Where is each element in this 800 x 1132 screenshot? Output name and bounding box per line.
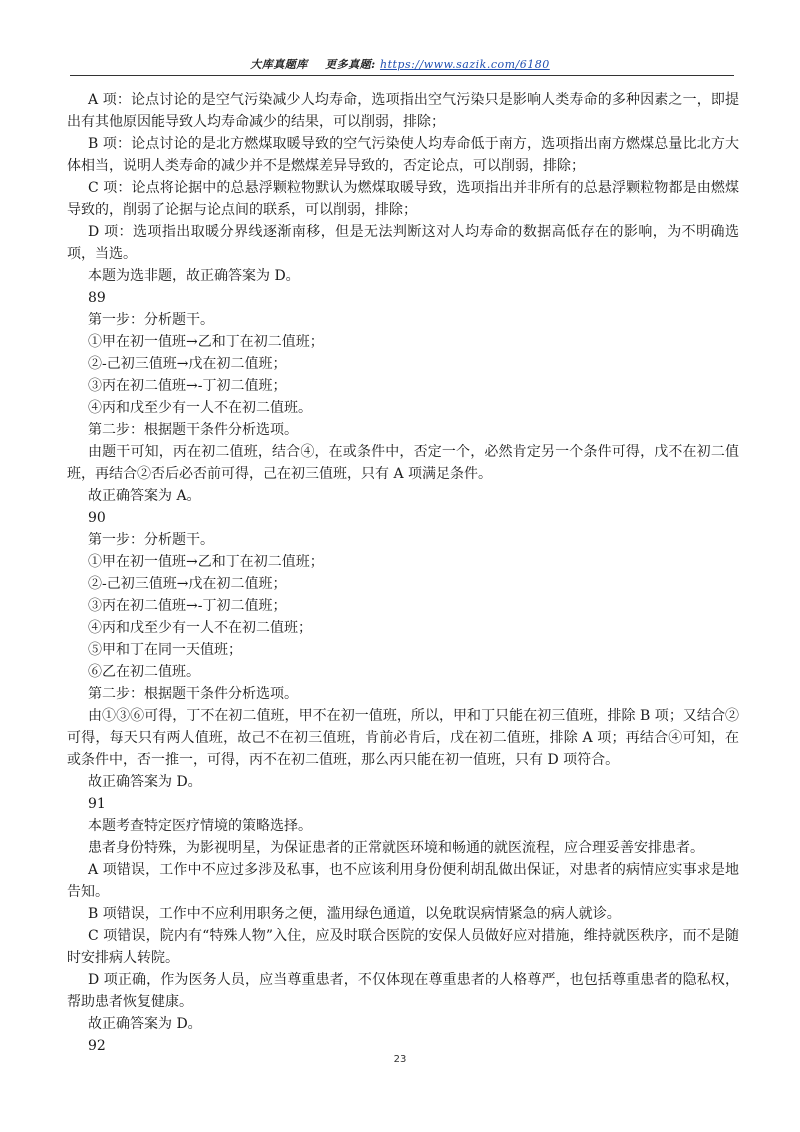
condition-line: ①甲在初一值班→乙和丁在初二值班；: [88, 554, 324, 570]
condition-line: ④丙和戊至少有一人不在初二值班。: [88, 400, 312, 416]
condition-line: ⑥乙在初二值班。: [88, 664, 200, 680]
condition-line: ②-己初三值班→戊在初二值班；: [88, 356, 287, 372]
header-label: 更多真题:: [325, 58, 376, 71]
page-header: [0, 56, 800, 72]
question-number: 92: [88, 1038, 106, 1054]
answer-line: 故正确答案为 D。: [88, 1016, 202, 1032]
condition-line: ⑤甲和丁在同一天值班；: [88, 642, 242, 658]
option-d-analysis: D 项正确，作为医务人员，应当尊重患者，不仅体现在尊重患者的人格尊严，也包括尊重患者的隐私权，帮助患者恢复健康。: [67, 972, 739, 1010]
condition-line: ③丙在初二值班→-丁初二值班；: [88, 598, 287, 614]
option-d-analysis: D 项：选项指出取暖分界线逐渐南移，但是无法判断这对人均寿命的数据高低存在的影响，为不明确选项，当选。: [67, 224, 739, 262]
reasoning-paragraph: 由题干可知，丙在初二值班，结合④，在或条件中，否定一个，必然肯定另一个条件可得，戊不在初二值班，再结合②否后必否前可得，己在初三值班，只有 A 项满足条件。: [67, 444, 739, 482]
step-heading: 第一步：分析题干。: [88, 532, 214, 548]
condition-line: ①甲在初一值班→乙和丁在初二值班；: [88, 334, 324, 350]
option-b-analysis: B 项：论点讨论的是北方燃煤取暖导致的空气污染使人均寿命低于南方，选项指出南方燃煤总量比北方大体相当，说明人类寿命的减少并不是燃煤差异导致的，否定论点，可以削弱，排除；: [67, 136, 739, 174]
condition-line: ④丙和戊至少有一人不在初二值班；: [88, 620, 312, 636]
page-content: [67, 89, 739, 1057]
option-c-analysis: C 项错误，院内有“特殊人物”入住，应及时联合医院的安保人员做好应对措施，维持就医秩序，而不是随时安排病人转院。: [67, 928, 739, 966]
answer-line: 故正确答案为 D。: [88, 774, 202, 790]
reasoning-paragraph: 由①③⑥可得，丁不在初二值班，甲不在初一值班，所以，甲和丁只能在初三值班，排除 B 项；又结合②可得，每天只有两人值班，故己不在初三值班，肯前必肯后，戊在初二值班，排除 A 项；再结合④可知，在或条件中，否一推一，可得，丙不在初二值班，那么丙只能在初一值班，只有 D 项符合。: [67, 708, 739, 768]
step-heading: 第二步：根据题干条件分析选项。: [88, 422, 298, 438]
option-b-analysis: B 项错误，工作中不应利用职务之便，滥用绿色通道，以免耽误病情紧急的病人就诊。: [88, 906, 621, 922]
header-link[interactable]: https://www.sazik.com/6180: [379, 58, 550, 71]
question-number: 91: [88, 796, 106, 812]
header-divider: [70, 75, 734, 76]
question-number: 89: [88, 290, 106, 306]
option-a-analysis: A 项错误，工作中不应过多涉及私事，也不应该利用身份便利胡乱做出保证，对患者的病情应实事求是地告知。: [67, 862, 739, 900]
condition-line: ②-己初三值班→戊在初二值班；: [88, 576, 287, 592]
condition-line: ③丙在初二值班→-丁初二值班；: [88, 378, 287, 394]
answer-line: 故正确答案为 A。: [88, 488, 201, 504]
page-number: 23: [393, 1054, 407, 1065]
option-c-analysis: C 项：论点将论据中的总悬浮颗粒物默认为燃煤取暖导致，选项指出并非所有的总悬浮颗粒物都是由燃煤导致的，削弱了论据与论点间的联系，可以削弱，排除；: [67, 180, 739, 218]
context-paragraph: 患者身份特殊，为影视明星，为保证患者的正常就医环境和畅通的就医流程，应合理妥善安排患者。: [88, 840, 704, 856]
option-a-analysis: A 项：论点讨论的是空气污染减少人均寿命，选项指出空气污染只是影响人类寿命的多种因素之一，即提出有其他原因能导致人均寿命减少的结果，可以削弱，排除；: [67, 92, 739, 130]
step-heading: 第二步：根据题干条件分析选项。: [88, 686, 298, 702]
step-heading: 第一步：分析题干。: [88, 312, 214, 328]
question-number: 90: [88, 510, 106, 526]
topic-line: 本题考查特定医疗情境的策略选择。: [88, 818, 312, 834]
header-site-name: 大库真题库: [250, 58, 308, 71]
answer-line: 本题为选非题，故正确答案为 D。: [88, 268, 300, 284]
